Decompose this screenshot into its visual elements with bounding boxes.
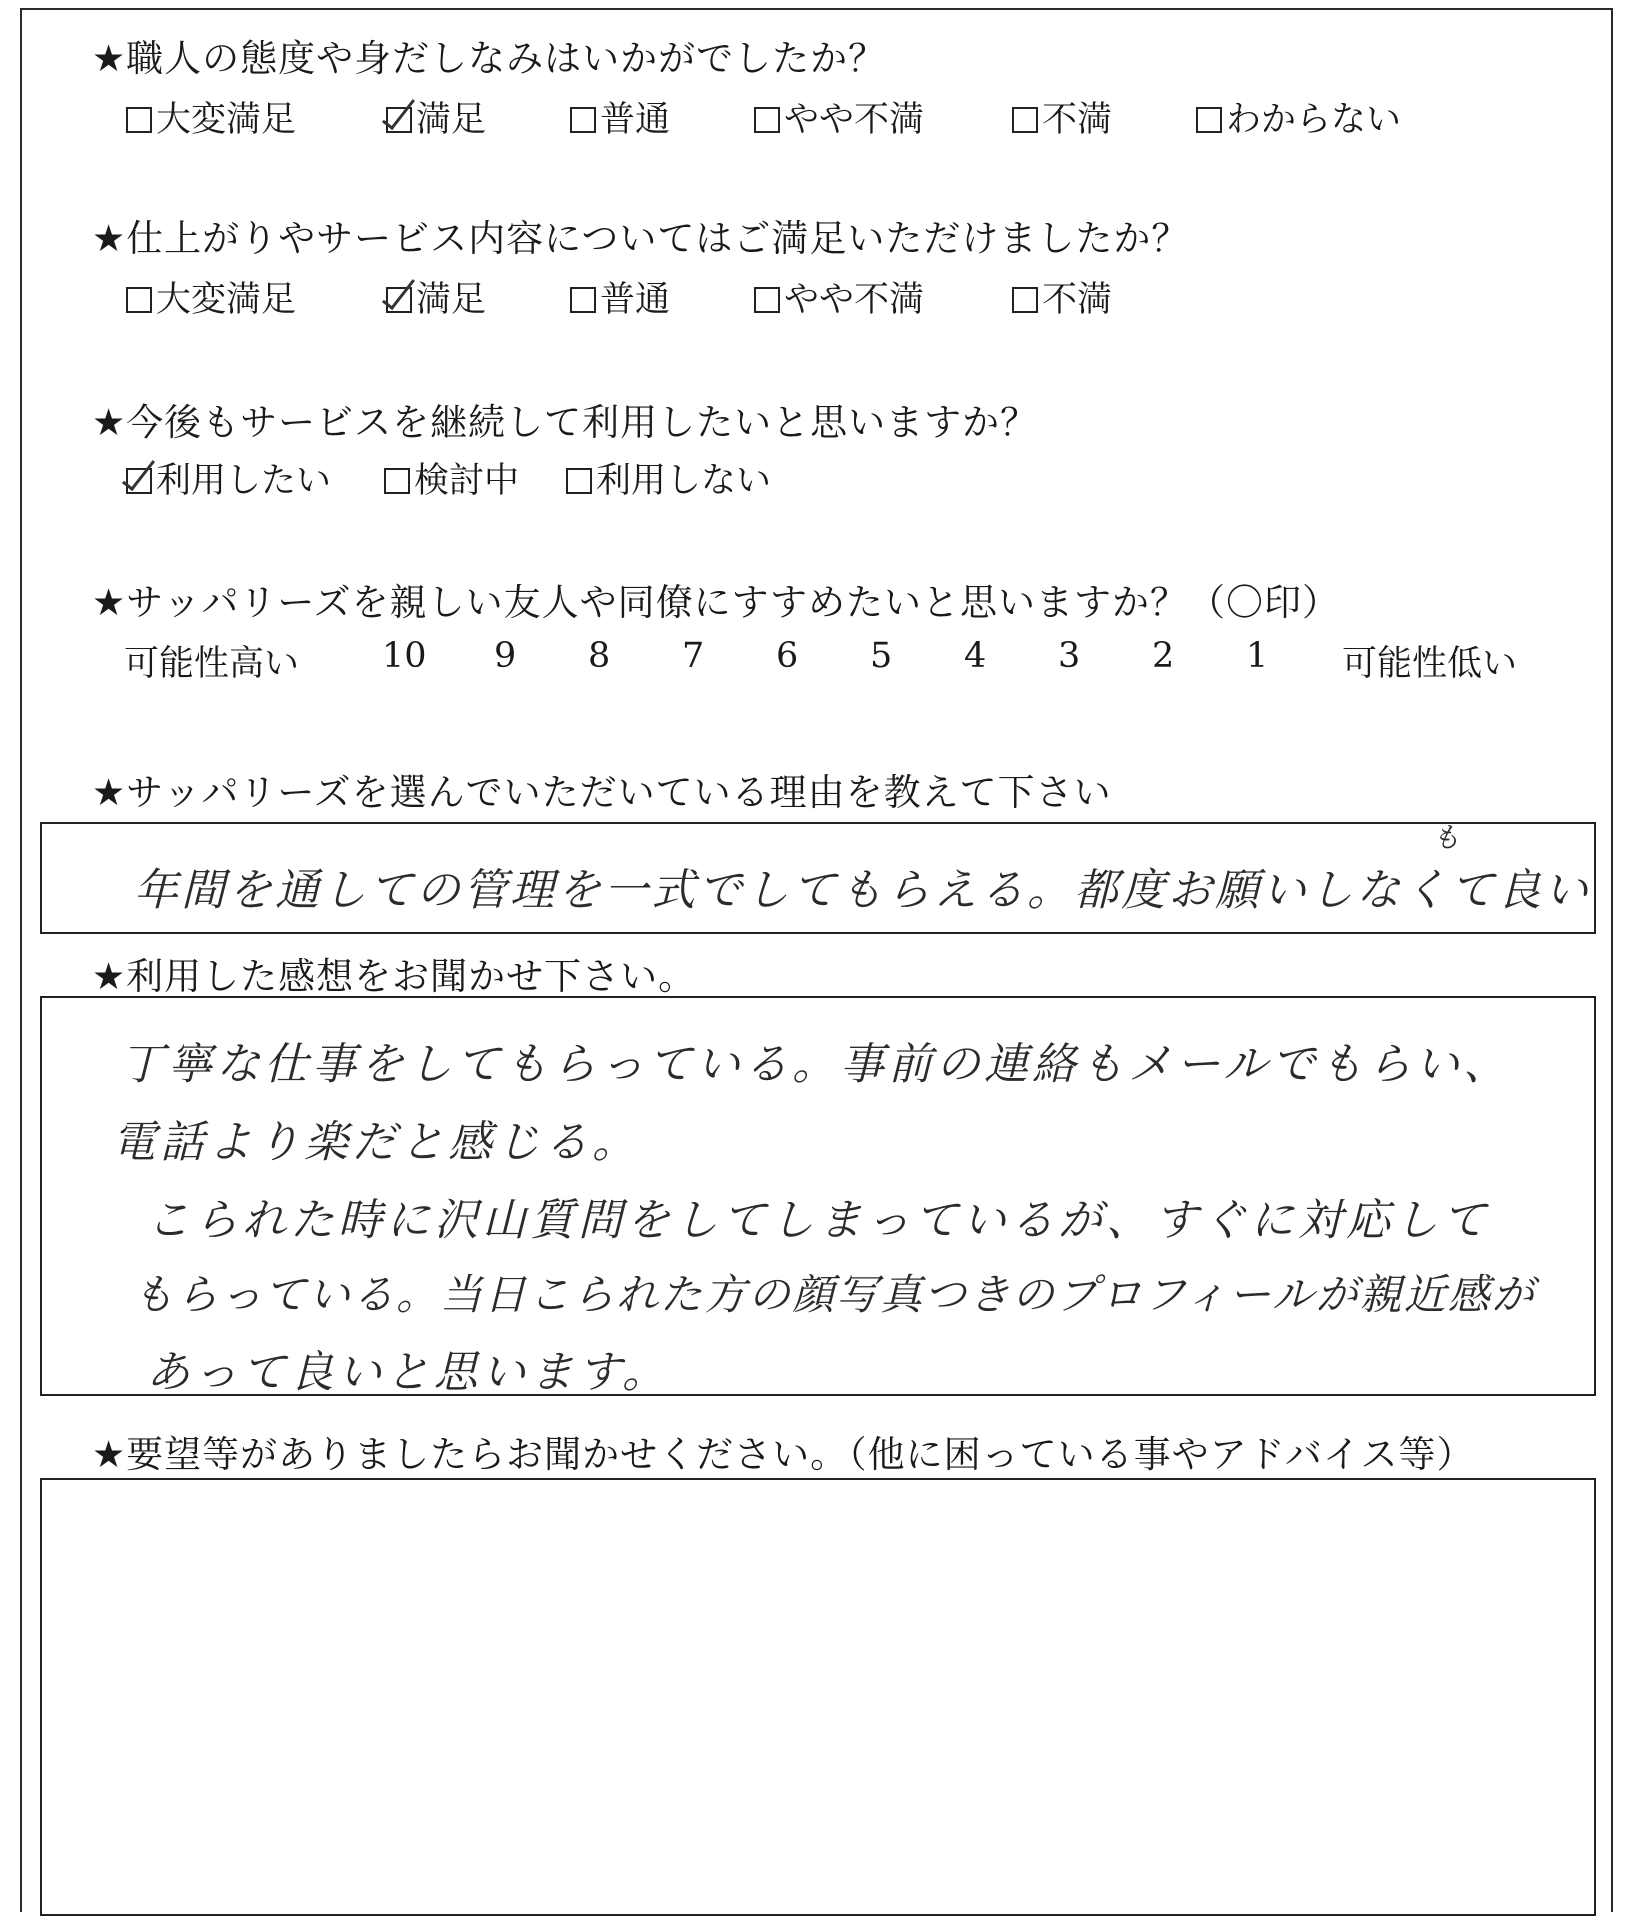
impression-line: こられた時に沢山質問をしてしまっているが、すぐに対応して [146,1195,1490,1246]
question-requests: ★要望等がありましたらお聞かせください。（他に困っている事やアドバイス等） [92,1433,1475,1476]
question-impression: ★利用した感想をお聞かせ下さい。 [92,955,697,998]
option-label: 利用しない [596,461,772,501]
checkbox-icon[interactable] [126,107,152,133]
reason-answer-insert: も [1432,821,1461,854]
option-label: 大変満足 [156,280,297,320]
question-reason: ★サッパリーズを選んでいただいている理由を教えて下さい [92,771,1112,814]
impression-line: 丁寧な仕事をしてもらっている。事前の連絡もメールでもらい、 [120,1039,1512,1090]
question-recommend: ★サッパリーズを親しい友人や同僚にすすめたいと思いますか？（〇印） [92,581,1340,624]
option-label: 普通 [600,280,671,320]
requests-answer-box[interactable] [40,1478,1596,1916]
scale-number[interactable]: 1 [1246,636,1269,676]
option-considering[interactable] [384,453,519,503]
checked-checkbox-icon[interactable] [386,107,412,133]
option-label: 不満 [1042,100,1113,140]
option-unknown[interactable] [1196,92,1401,142]
option-somewhat-dissatisfied[interactable] [754,272,924,322]
question-quality: ★仕上がりやサービス内容についてはご満足いただけましたか？ [92,217,1190,260]
option-normal[interactable] [570,272,670,322]
reason-answer-box[interactable] [40,822,1596,934]
checkbox-icon[interactable] [570,287,596,313]
scale-low-label: 可能性低い [1342,644,1518,684]
option-somewhat-dissatisfied[interactable] [754,92,924,142]
checkbox-icon[interactable] [1012,287,1038,313]
checkbox-icon[interactable] [566,468,592,494]
scale-number[interactable]: 4 [964,636,987,676]
scale-high-label: 可能性高い [124,644,300,684]
impression-line: もらっている。当日こられた方の顔写真つきのプロフィールが親近感が [132,1270,1536,1319]
option-dissatisfied[interactable] [1012,92,1112,142]
checked-checkbox-icon[interactable] [126,468,152,494]
option-label: 満足 [416,100,487,140]
checkbox-icon[interactable] [1196,107,1222,133]
checkbox-icon[interactable] [384,468,410,494]
option-normal[interactable] [570,92,670,142]
option-label: 利用したい [156,461,332,501]
scale-number[interactable]: 3 [1058,636,1081,676]
option-label: 大変満足 [156,100,297,140]
checkbox-icon[interactable] [754,107,780,133]
scale-number[interactable]: 9 [494,636,517,676]
impression-answer-box[interactable] [40,996,1596,1396]
option-satisfied[interactable] [386,92,486,142]
checkbox-icon[interactable] [754,287,780,313]
option-label: 不満 [1042,280,1113,320]
scale-number[interactable]: 5 [870,636,893,676]
recommend-scale [124,636,1544,686]
option-label: わからない [1226,100,1402,140]
question-continue: ★今後もサービスを継続して利用したいと思いますか？ [92,401,1039,444]
option-label: やや不満 [784,280,925,320]
scale-number[interactable]: 7 [682,636,705,676]
option-label: 満足 [416,280,487,320]
scale-number[interactable]: 2 [1152,636,1175,676]
option-will-not-use[interactable] [566,453,771,503]
option-label: やや不満 [784,100,925,140]
impression-line: 電話より楽だと感じる。 [112,1117,640,1168]
option-very-satisfied[interactable] [126,92,296,142]
option-dissatisfied[interactable] [1012,272,1112,322]
checkbox-icon[interactable] [1012,107,1038,133]
checkbox-icon[interactable] [570,107,596,133]
option-label: 検討中 [414,461,520,501]
option-satisfied[interactable] [386,272,486,322]
reason-answer-text: 年間を通しての管理を一式でしてもらえる。都度お願いしなくて良い [134,865,1591,916]
checked-checkbox-icon[interactable] [386,287,412,313]
option-label: 普通 [600,100,671,140]
question-attitude: ★職人の態度や身だしなみはいかがでしたか？ [92,37,887,80]
checkbox-icon[interactable] [126,287,152,313]
scale-number[interactable]: 8 [588,636,611,676]
scale-number[interactable]: 6 [776,636,799,676]
impression-line: あって良いと思います。 [146,1347,671,1398]
scale-number[interactable]: 10 [382,636,427,676]
option-will-use[interactable] [126,453,331,503]
option-very-satisfied[interactable] [126,272,296,322]
